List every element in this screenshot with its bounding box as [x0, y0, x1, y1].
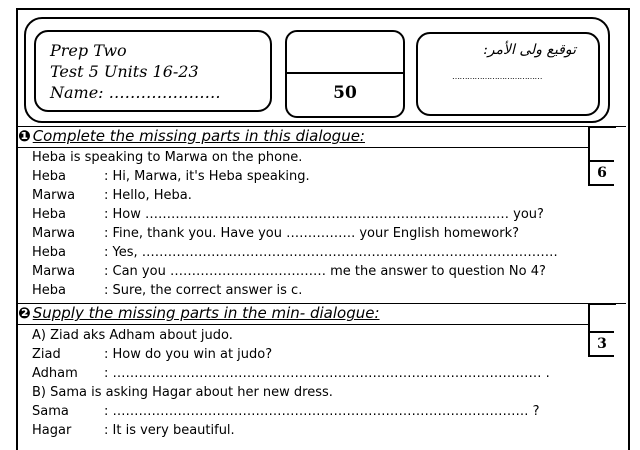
dialogue-line: [32, 283, 302, 298]
question-1-text: Complete the missing parts in this dialogue:: [32, 127, 365, 145]
dialogue-intro: Heba is speaking to Marwa on the phone.: [32, 150, 303, 165]
speaker: Marwa: [32, 226, 76, 241]
speaker: Heba: [32, 245, 66, 260]
speaker: Heba: [32, 283, 66, 298]
speaker: Ziad: [32, 347, 61, 362]
utterance: : Fine, thank you. Have you ……………. your English homework?: [104, 226, 520, 241]
utterance: : Can you ……………………………… me the answer to question No 4?: [104, 264, 546, 279]
mark-value-1: 6: [588, 160, 614, 186]
speaker: Heba: [32, 169, 66, 184]
speaker: Adham: [32, 366, 78, 381]
speaker: Hagar: [32, 423, 72, 438]
utterance: : Sure, the correct answer is c.: [104, 283, 303, 298]
question-2-number: ❷: [18, 304, 31, 322]
dialogue-line: [32, 245, 558, 260]
question-1-number: ❶: [18, 127, 31, 145]
dialogue-line: [32, 226, 519, 241]
dialogue-line: [32, 347, 272, 362]
utterance: : How ………………………………………………………………………… you?: [104, 207, 544, 222]
divider: [16, 324, 588, 325]
utterance: : How do you win at judo?: [104, 347, 273, 362]
name-field: Name: …………………: [50, 83, 221, 102]
mark-value-2: 3: [588, 331, 614, 357]
dialogue-line: [32, 366, 550, 381]
question-1-title: [18, 127, 365, 145]
total-score: 50: [333, 83, 357, 103]
score-box: [285, 30, 405, 118]
dialogue-line: [32, 404, 540, 419]
utterance: : ……………………………………………………………………………………… .: [104, 366, 550, 381]
mark-blank-1: [588, 126, 616, 160]
dialogue-line: [32, 188, 192, 203]
utterance: : Hi, Marwa, it's Heba speaking.: [104, 169, 310, 184]
question-2-text: Supply the missing parts in the min- dialogue:: [32, 304, 380, 322]
part-b-heading: B) Sama is asking Hagar about her new dress.: [32, 385, 333, 400]
test-info-box: [34, 30, 272, 112]
speaker: Marwa: [32, 188, 76, 203]
question-2-title: [18, 304, 380, 322]
utterance: : It is very beautiful.: [104, 423, 235, 438]
dialogue-line: [32, 264, 546, 279]
speaker: Sama: [32, 404, 69, 419]
part-a-heading: A) Ziad aks Adham about judo.: [32, 328, 233, 343]
signature-line: ………………………………: [452, 72, 542, 81]
divider: [16, 147, 588, 148]
utterance: : Yes, ……………………………………………………………………………………: [104, 245, 558, 260]
dialogue-line: [32, 207, 544, 222]
grade-label: Prep Two: [50, 41, 127, 60]
guardian-signature-label: توقيع ولى الأمر:: [483, 42, 576, 58]
mark-blank-2: [588, 303, 616, 331]
dialogue-line: [32, 169, 310, 184]
test-title: Test 5 Units 16-23: [50, 62, 199, 81]
dialogue-line: [32, 423, 235, 438]
score-blank: [287, 32, 403, 74]
utterance: : …………………………………………………………………………………… ?: [104, 404, 540, 419]
guardian-signature-box: [416, 32, 600, 116]
speaker: Marwa: [32, 264, 76, 279]
utterance: : Hello, Heba.: [104, 188, 192, 203]
speaker: Heba: [32, 207, 66, 222]
